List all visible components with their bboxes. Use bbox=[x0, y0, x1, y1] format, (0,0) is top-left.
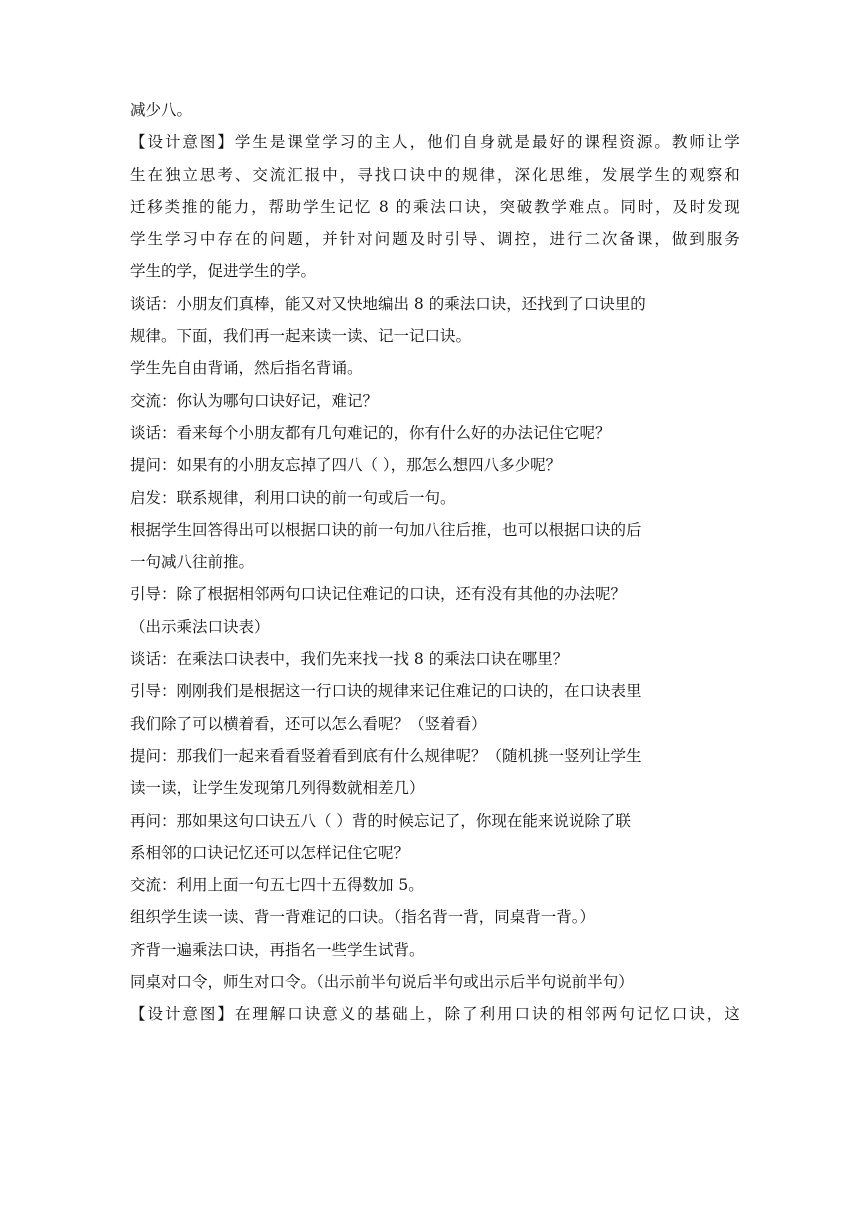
paragraph-line: 提问：那我们一起来看看竖着看到底有什么规律呢？（随机挑一竖列让学生 bbox=[130, 746, 642, 765]
paragraph-line: 减少八。 bbox=[130, 101, 193, 119]
paragraph-line: 谈话：在乘法口诀表中，我们先来找一找 8 的乘法口诀在哪里？ bbox=[130, 650, 569, 669]
paragraph-line: 交流：利用上面一句五七四十五得数加 5。 bbox=[130, 876, 424, 895]
paragraph-line: 启发：联系规律，利用口诀的前一句或后一句。 bbox=[130, 488, 456, 507]
paragraph-line: 系相邻的口诀记忆还可以怎样记住它呢？ bbox=[130, 843, 410, 862]
paragraph-line: 读一读，让学生发现第几列得数就相差几） bbox=[130, 779, 425, 798]
paragraph-line: 同桌对口令，师生对口令。（出示前半句说后半句或出示后半句说前半句） bbox=[130, 973, 634, 992]
paragraph-line: 规律。下面，我们再一起来读一读、记一记口诀。 bbox=[130, 327, 472, 346]
paragraph-line: 学生先自由背诵，然后指名背诵。 bbox=[130, 359, 363, 378]
paragraph-line: 提问：如果有的小朋友忘掉了四八（ ），那怎么想四八多少呢？ bbox=[130, 456, 562, 475]
paragraph-line: 交流：你认为哪句口诀好记，难记？ bbox=[130, 391, 379, 410]
paragraph-line: 根据学生回答得出可以根据口诀的前一句加八往后推，也可以根据口诀的后 bbox=[130, 520, 642, 539]
paragraph-line: 谈话：小朋友们真棒，能又对又快地编出 8 的乘法口诀，还找到了口诀里的 bbox=[130, 294, 646, 313]
paragraph-line: 引导：除了根据相邻两句口诀记住难记的口诀，还有没有其他的办法呢？ bbox=[130, 585, 627, 604]
document-body bbox=[130, 94, 740, 1031]
paragraph-line: 谈话：看来每个小朋友都有几句难记的，你有什么好的办法记住它呢？ bbox=[130, 423, 611, 442]
paragraph-line: 【设计意图】学生是课堂学习的主人，他们自身就是最好的课程资源。教师让学 bbox=[130, 133, 740, 152]
paragraph-line: 齐背一遍乘法口诀，再指名一些学生试背。 bbox=[130, 940, 425, 959]
paragraph-line: 一句减八往前推。 bbox=[130, 553, 255, 572]
paragraph-line: （出示乘法口诀表） bbox=[130, 617, 270, 636]
paragraph-line: 【设计意图】在理解口诀意义的基础上，除了利用口诀的相邻两句记忆口诀，这 bbox=[130, 1005, 740, 1024]
paragraph-line: 我们除了可以横着看，还可以怎么看呢？（竖着看） bbox=[130, 714, 487, 733]
paragraph-line: 组织学生读一读、背一背难记的口诀。（指名背一背，同桌背一背。） bbox=[130, 908, 596, 927]
paragraph-line: 学生学习中存在的问题，并针对问题及时引导、调控，进行二次备课，做到服务 bbox=[130, 230, 740, 249]
paragraph-line: 学生的学，促进学生的学。 bbox=[130, 262, 317, 281]
paragraph-line: 引导：刚刚我们是根据这一行口诀的规律来记住难记的口诀的，在口诀表里 bbox=[130, 682, 642, 701]
paragraph-line: 生在独立思考、交流汇报中，寻找口诀中的规律，深化思维，发展学生的观察和 bbox=[130, 165, 740, 184]
paragraph-line: 再问：那如果这句口诀五八（ ）背的时候忘记了，你现在能来说说除了联 bbox=[130, 811, 631, 830]
paragraph-line: 迁移类推的能力，帮助学生记忆 8 的乘法口诀，突破教学难点。同时，及时发现 bbox=[130, 197, 740, 216]
